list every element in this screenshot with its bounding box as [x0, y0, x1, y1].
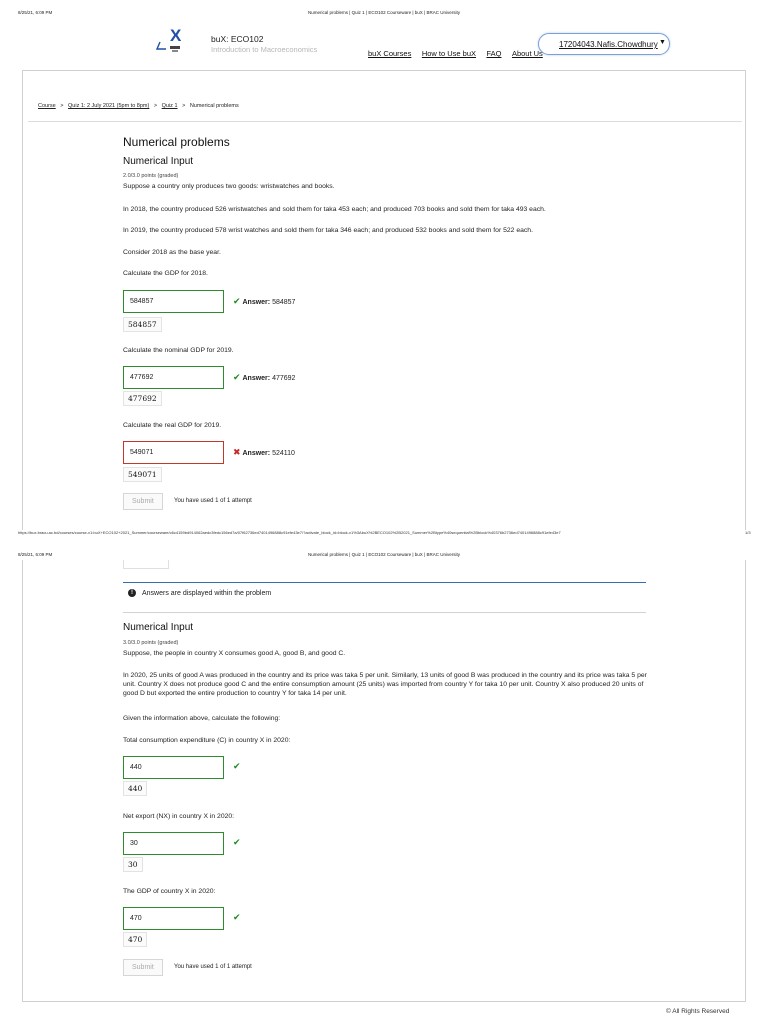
answer-preview: 470: [123, 932, 147, 947]
answer-input[interactable]: 477692: [123, 366, 224, 389]
problem-base-year: Consider 2018 as the base year.: [123, 249, 221, 256]
answer-preview: 584857: [123, 317, 162, 332]
answer-input[interactable]: 30: [123, 832, 224, 855]
print-title: Numerical problems | Quiz 1 | ECO102 Courseware | buX | BRAC University: [308, 10, 460, 15]
nav-bux-courses[interactable]: buX Courses: [368, 49, 412, 58]
submit-button[interactable]: Submit: [123, 493, 163, 510]
problem-body: In 2020, 25 units of good A was produced in the country and its price was taka 5 per unit. Similarly, 13 units of good B was produced in the country and its price was taka 5 per unit. Country X does not produce good C and the entire consumption amount (25 units) was imported from country Y for taka 10 per unit. Country X also produced 20 units of good D but exported the entire production to country Y for taka 14 per unit.: [123, 672, 647, 697]
answer-label: Answer:: [242, 299, 271, 306]
checkmark-icon: ✔: [233, 912, 241, 922]
print-page-number: 1/3: [745, 530, 751, 535]
main-nav: [368, 43, 543, 61]
breadcrumb-current: Numerical problems: [189, 103, 239, 109]
breadcrumb-course[interactable]: Course: [38, 103, 56, 109]
question-prompt: Calculate the real GDP for 2019.: [123, 422, 222, 429]
answer-label: Answer:: [242, 375, 271, 382]
notice-bottom-rule: [123, 612, 646, 613]
breadcrumb-separator: >: [60, 103, 64, 109]
answer-feedback: [233, 447, 295, 458]
attempts-text: You have used 1 of 1 attempt: [174, 498, 252, 504]
problem-heading: Numerical Input: [123, 622, 194, 633]
print-date: 8/25/21, 6:09 PM: [18, 10, 53, 15]
breadcrumb-quiz[interactable]: Quiz 1: [161, 103, 178, 109]
problem-text-2019: In 2019, the country produced 578 wrist watches and sold them for taka 346 each; and produced 532 books and sold them for 522 each.: [123, 227, 533, 234]
copyright-footer: © All Rights Reserved: [666, 1008, 730, 1015]
problem-text-2018: In 2018, the country produced 526 wristwatches and sold them for taka 453 each; and produced 703 books and sold them for taka 493 each.: [123, 206, 546, 213]
logo-mark-icon: [156, 40, 186, 54]
problem-points: 3.0/3.0 points (graded): [123, 640, 179, 646]
breadcrumb: [38, 103, 239, 109]
problem-given: Given the information above, calculate the following:: [123, 715, 281, 722]
nav-faq[interactable]: FAQ: [486, 49, 502, 58]
print-url: https://bux.bracu.ac.bd/courses/course-v1:buX+ECO102+2021_Summer/courseware/c6c4159bd914062aedc3fedc156ed7a/07f62736ed7401496888c91efe43e7/?activate_block_id=block-v1%3AbuX%2BECO102%2B2021_Summer%2Btype%40sequential%2Bblock%40376b2736ed7401496888c91efe43e7: [18, 530, 561, 535]
notice: [128, 589, 271, 597]
user-menu[interactable]: [538, 33, 670, 55]
user-name: 17204043.Nafis.Chowdhury: [559, 40, 658, 49]
answer-input[interactable]: 549071: [123, 441, 224, 464]
question-prompt: Total consumption expenditure (C) in country X in 2020:: [123, 737, 291, 744]
nav-how-to-use[interactable]: How to Use buX: [421, 49, 477, 58]
submit-button[interactable]: Submit: [123, 959, 163, 976]
checkmark-icon: ✔: [233, 296, 241, 306]
answer-input[interactable]: 440: [123, 756, 224, 779]
question-prompt: The GDP of country X in 2020:: [123, 888, 216, 895]
question-prompt: Calculate the nominal GDP for 2019.: [123, 347, 234, 354]
answer-input[interactable]: 584857: [123, 290, 224, 313]
problem-heading: Numerical Input: [123, 156, 194, 167]
answer-preview: 30: [123, 857, 143, 872]
checkmark-icon: ✔: [233, 837, 241, 847]
attempts-text: You have used 1 of 1 attempt: [174, 964, 252, 970]
checkmark-icon: ✔: [233, 761, 241, 771]
breadcrumb-quiz-section[interactable]: Quiz 1: 2 July 2021 (5pm to 8pm): [68, 103, 150, 109]
question-prompt: Calculate the GDP for 2018.: [123, 270, 208, 277]
site-logo[interactable]: [156, 26, 186, 56]
answer-preview: 477692: [123, 391, 162, 406]
chevron-down-icon: ▼: [659, 39, 666, 46]
checkmark-icon: ✔: [233, 372, 241, 382]
breadcrumb-separator: >: [182, 103, 186, 109]
print-date: 8/25/21, 6:09 PM: [18, 552, 53, 557]
page-title: Numerical problems: [123, 135, 230, 149]
question-prompt: Net export (NX) in country X in 2020:: [123, 813, 235, 820]
course-code: buX: ECO102: [211, 34, 264, 44]
answer-value: 477692: [272, 375, 296, 382]
problem-points: 2.0/3.0 points (graded): [123, 173, 179, 179]
nav-about-us[interactable]: About Us: [511, 49, 543, 58]
problem-intro: Suppose, the people in country X consumes good A, good B, and good C.: [123, 650, 346, 657]
submit-button-fragment: [123, 560, 169, 569]
answer-label: Answer:: [242, 450, 271, 457]
print-title: Numerical problems | Quiz 1 | ECO102 Courseware | buX | BRAC University: [308, 552, 460, 557]
info-icon: !: [128, 589, 136, 597]
logo-x-icon: X: [170, 26, 182, 45]
answer-value: 584857: [272, 299, 296, 306]
answer-preview: 549071: [123, 467, 162, 482]
breadcrumb-divider: [28, 121, 742, 122]
breadcrumb-separator: >: [153, 103, 158, 109]
answer-value: 524110: [272, 450, 295, 457]
notice-text: Answers are displayed within the problem: [142, 589, 272, 597]
answer-preview: 440: [123, 781, 147, 796]
answer-input[interactable]: 470: [123, 907, 224, 930]
answer-feedback: [233, 296, 295, 307]
problem-intro: Suppose a country only produces two goods: wristwatches and books.: [123, 183, 335, 190]
answer-feedback: [233, 372, 295, 383]
course-name: Introduction to Macroeconomics: [211, 45, 318, 54]
notice-top-rule: [123, 582, 646, 583]
cross-icon: ✖: [233, 447, 241, 457]
